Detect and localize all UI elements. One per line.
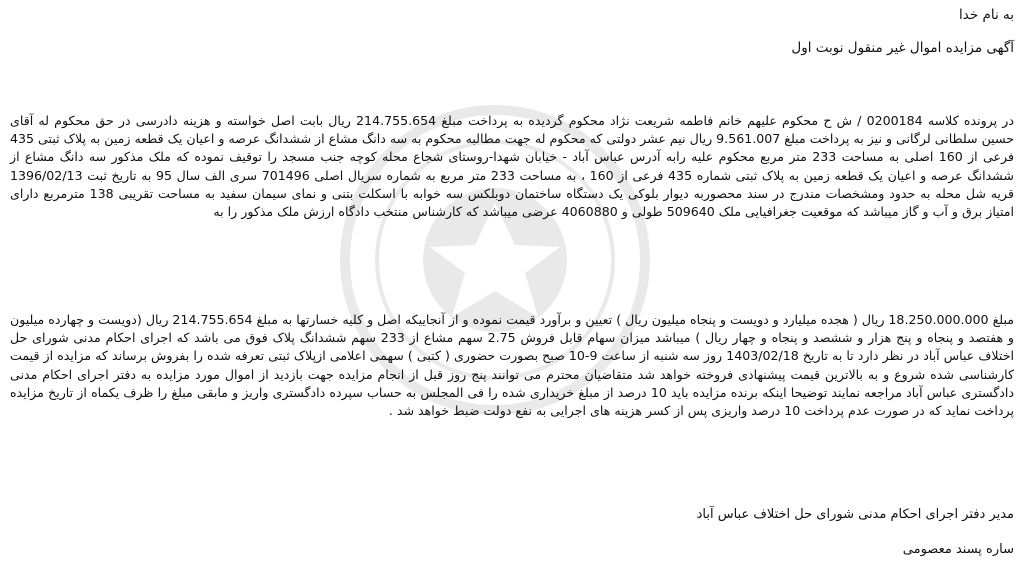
bismillah-heading: به نام خدا (959, 7, 1014, 23)
signatory-name: ساره پسند معصومی (902, 542, 1014, 557)
notice-title: آگهی مزایده اموال غیر منقول نوبت اول (791, 40, 1014, 56)
notice-paragraph-auction-terms: مبلغ 18.250.000.000 ریال ( هجده میلیارد و دویست و پنجاه میلیون ریال ) تعیین و برآورد قیمت نموده و از آنجاییکه اصل و کلیه خسارتها به مبلغ 214.755.654 ریال (دویست و چهارده میلیون و هفتصد و پنجاه و پنج هزار و ششصد و پنجاه و چهار ریال ) میباشد میزان سهام قابل فروش 2.75 سهم مشاع از 233 سهم ششدانگ پلاک فوق می باشد که اجرای احکام مدنی شورای حل اختلاف عباس آباد در نظر دارد تا به تاریخ 1403/02/18 روز سه شنبه از ساعت 9-10 صبح بصورت حضوری ( کتبی ) سهمی اعلامی ازپلاک ثبتی تعرفه شده را بفروش برساند که مزایده از قیمت کارشناسی شده شروع و به بالاترین قیمت پیشنهادی فروخته خواهد شد متقاضیان محترم می توانند پنج روز قبل از انجام مزایده جهت بازدید از اموال مورد مزایده به دفتر اجرای احکام مدنی دادگستری عباس آباد مراجعه نمایند توضیحا اینکه برنده مزایده باید 10 درصد از مبلغ خریداری شده را فی المجلس به حساب سپرده دادگستری واریز و مابقی مبلغ را ظرف یکماه از تاریخ مزایده پرداخت نماید که در صورت عدم پرداخت 10 درصد واریزی پس از کسر هزینه های اجرایی به نفع دولت ضبط خواهد شد . (10, 312, 1015, 419)
notice-paragraph-case-details: در پرونده کلاسه 0200184 / ش ح محکوم علیهم خانم فاطمه شریعت نژاد محکوم گردیده به پرداخت مبلغ 214.755.654 ریال بابت اصل خواسته و هزینه دادرسی در حق محکوم له آقای حسین سلطانی لرگانی و نیز به پرداخت مبلغ 9.561.007 ریال نیم عشر دولتی که محکوم له جهت مطالبه محکوم به سه دانگ مشاع از ششدانگ عرصه و اعیان یک قطعه زمین به پلاک ثبتی 435 فرعی از 160 اصلی به مساحت 233 متر مربع محکوم علیه رابه آدرس عباس آباد - خیابان شهدا-روستای شجاع محله کوچه جنب مسجد را توقیف نموده که ملک مذکور سه دانگ مشاع از ششدانگ عرصه و اعیان یک قطعه زمین به پلاک ثبتی شماره 435 فرعی از 160 ، به مساحت 233 متر مربع به شماره سریال اصلی 701496 سری الف سال 95 به تاریخ ثبت 1396/02/13 قریه شل محله به حدود ومشخصات مندرج در سند محصوربه دیوار بلوکی یک دستگاه ساختمان دوبلکس سه خوابه با اسکلت بتنی و نمای سیمان سفید به مساحت تقریبی 138 مترمربع دارای امتیاز برق و آب و گاز میباشد که موقعیت جغرافیایی ملک 509640 طولی و 4060880 عرضی میباشد که کارشناس منتخب دادگاه ارزش ملک مذکور را به (10, 113, 1015, 220)
signatory-role: مدیر دفتر اجرای احکام مدنی شورای حل اختلاف عباس آباد (696, 507, 1014, 522)
